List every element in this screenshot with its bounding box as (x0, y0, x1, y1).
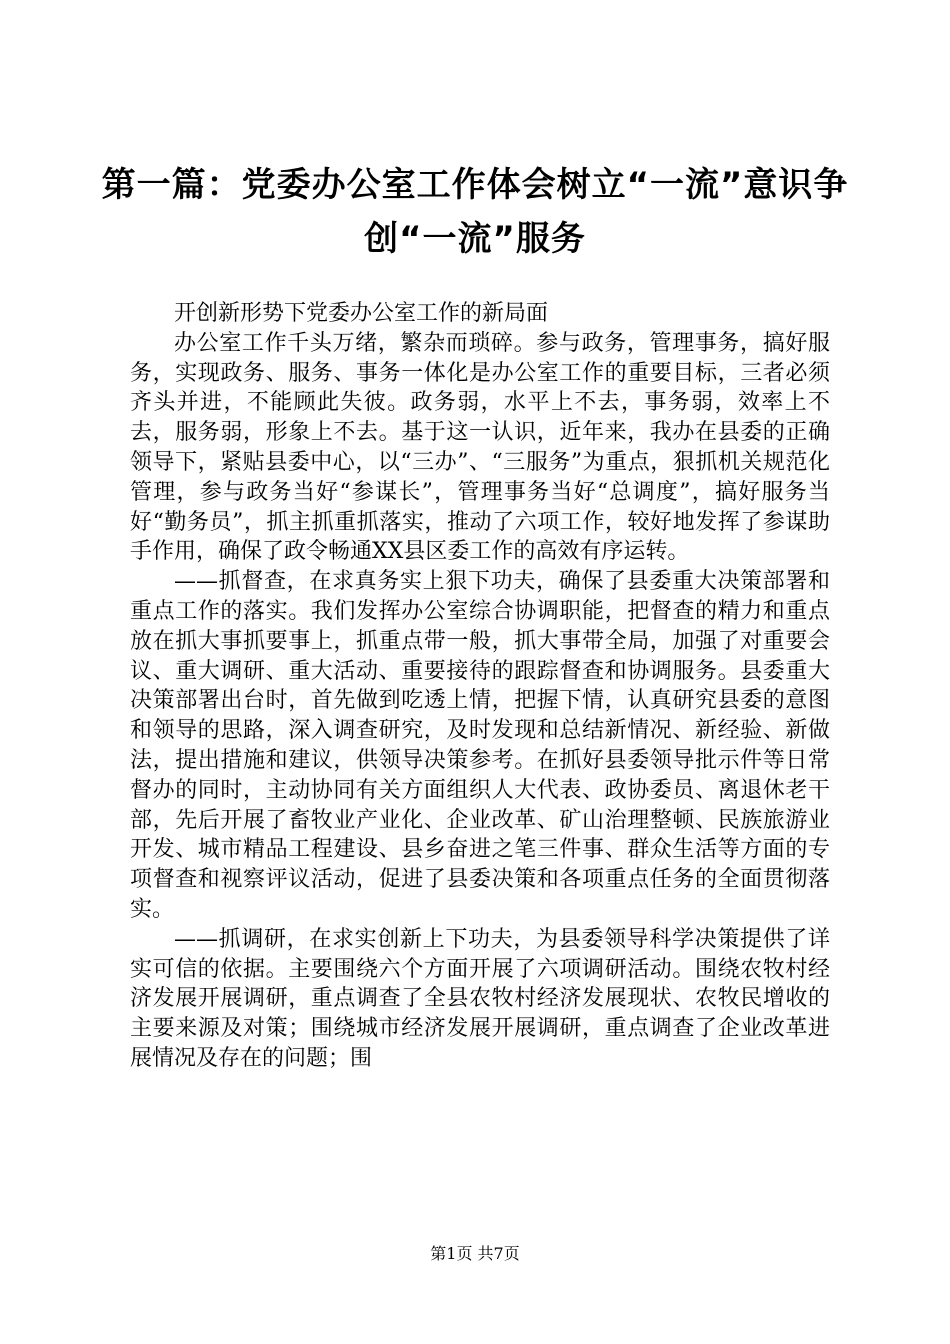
document-subtitle: 开创新形势下党委办公室工作的新局面 (174, 301, 549, 326)
page-footer: 第1页 共7页 (430, 1244, 520, 1263)
document-body (130, 299, 830, 1074)
paragraph: ——抓督查，在求真务实上狠下功夫，确保了县委重大决策部署和重点工作的落实。我们发挥办公室综合协调职能，把督查的精力和重点放在抓大事抓要事上，抓重点带一般，抓大事带全局，加强了对重要会议、重大调研、重大活动、重要接待的跟踪督查和协调服务。县委重大决策部署出台时，首先做到吃透上情，把握下情，认真研究县委的意图和领导的思路，深入调查研究，及时发现和总结新情况、新经验、新做法，提出措施和建议，供领导决策参考。在抓好县委领导批示件等日常督办的同时，主动协同有关方面组织人大代表、政协委员、离退休老干部，先后开展了畜牧业产业化、企业改革、矿山治理整顿、民族旅游业开发、城市精品工程建设、县乡奋进之笔三件事、群众生活等方面的专项督查和视察评议活动，促进了县委决策和各项重点任务的全面贯彻落实。 (130, 569, 830, 922)
document-title: 第一篇：党委办公室工作体会树立“一流”意识争创“一流”服务 (101, 165, 849, 259)
paragraph: 办公室工作千头万绪，繁杂而琐碎。参与政务，管理事务，搞好服务，实现政务、服务、事务一体化是办公室工作的重要目标，三者必须齐头并进，不能顾此失彼。政务弱，水平上不去，事务弱，效率上不去，服务弱，形象上不去。基于这一认识，近年来，我办在县委的正确领导下，紧贴县委中心，以“三办”、“三服务”为重点，狠抓机关规范化管理，参与政务当好“参谋长”，管理事务当好“总调度”，搞好服务当好“勤务员”，抓主抓重抓落实，推动了六项工作，较好地发挥了参谋助手作用，确保了政令畅通XX县区委工作的高效有序运转。 (130, 330, 830, 565)
paragraph: ——抓调研，在求实创新上下功夫，为县委领导科学决策提供了详实可信的依据。主要围绕六个方面开展了六项调研活动。围绕农牧村经济发展开展调研，重点调查了全县农牧村经济发展现状、农牧民增收的主要来源及对策；围绕城市经济发展开展调研，重点调查了企业改革进展情况及存在的问题；围 (130, 926, 830, 1071)
